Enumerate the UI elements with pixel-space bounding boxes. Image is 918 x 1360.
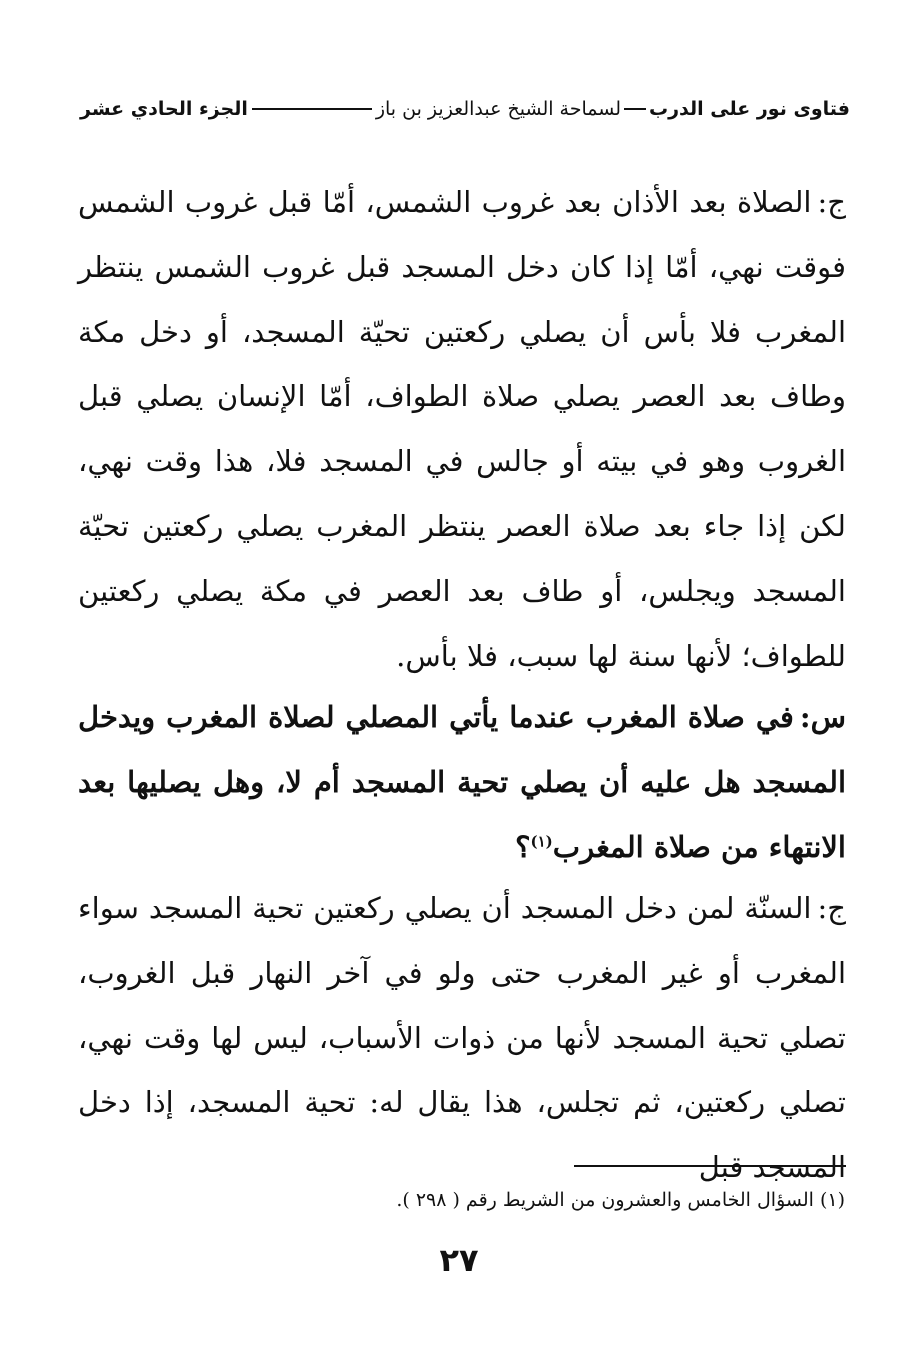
author-name: لسماحة الشيخ عبدالعزيز بن باز: [375, 98, 621, 120]
question-mark: ؟: [515, 829, 531, 864]
answer-paragraph: [78, 170, 846, 688]
question-paragraph: [78, 685, 846, 879]
header-dash: [624, 108, 646, 110]
answer-text: السنّة لمن دخل المسجد أن يصلي ركعتين تحية المسجد سواء المغرب أو غير المغرب حتى ولو في آخر النهار قبل الغروب، تصلي تحية المسجد لأنها من ذوات الأسباب، ليس لها وقت نهي، تصلي ركعتين، ثم تجلس، هذا يقال له: تحية المسجد، إذا دخل المسجد قبل: [78, 891, 846, 1185]
answer-paragraph: [78, 876, 846, 1200]
running-header: [80, 94, 850, 124]
answer-label: ج:: [817, 891, 846, 925]
question-label: س:: [799, 700, 846, 734]
footnote-reference: (١): [530, 831, 553, 850]
answer-text: الصلاة بعد الأذان بعد غروب الشمس، أمّا قبل غروب الشمس فوقت نهي، أمّا إذا كان دخل المسجد قبل غروب الشمس ينتظر المغرب فلا بأس أن يصلي ركعتين تحيّة المسجد، أو دخل مكة وطاف بعد العصر يصلي صلاة الطواف، أمّا الإنسان يصلي قبل الغروب وهو في بيته أو جالس في المسجد فلا، هذا وقت نهي، لكن إذا جاء بعد صلاة العصر ينتظر المغرب يصلي ركعتين تحيّة المسجد ويجلس، أو طاف بعد العصر في مكة يصلي ركعتين للطواف؛ لأنها سنة لها سبب، فلا بأس.: [78, 185, 846, 673]
book-title: فتاوى نور على الدرب: [649, 98, 850, 120]
footnote: (١) السؤال الخامس والعشرون من الشريط رقم ( ٢٩٨ ).: [396, 1189, 845, 1211]
answer-label: ج:: [817, 185, 846, 219]
header-rule: [252, 108, 372, 110]
volume-label: الجزء الحادي عشر: [80, 98, 248, 120]
question-text: في صلاة المغرب عندما يأتي المصلي لصلاة المغرب ويدخل المسجد هل عليه أن يصلي تحية المسجد أم لا، وهل يصليها بعد الانتهاء من صلاة المغرب: [78, 700, 846, 864]
page-number: ٢٧: [439, 1241, 479, 1279]
footnote-separator: [574, 1165, 846, 1167]
